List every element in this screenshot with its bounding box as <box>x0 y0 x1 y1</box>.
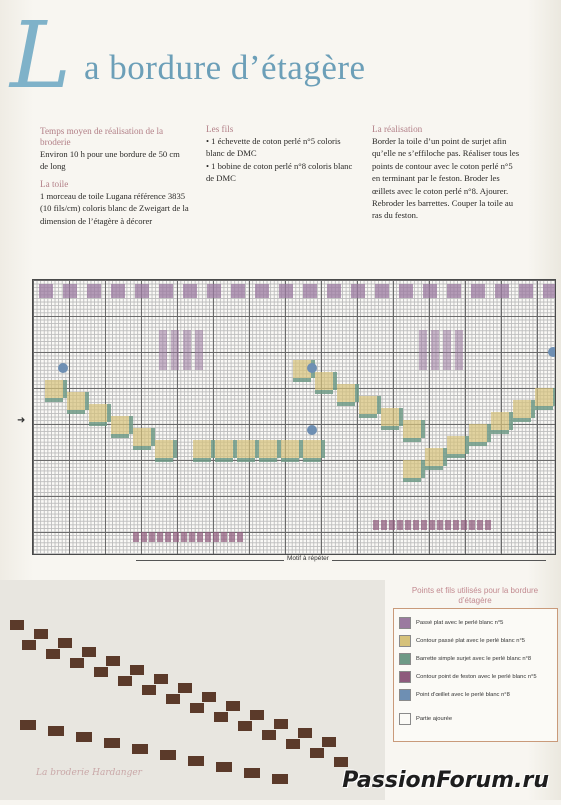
checker-bar <box>381 426 399 430</box>
top-satin-block <box>111 284 125 298</box>
flower-petal <box>171 330 179 370</box>
photo-texture <box>0 580 385 800</box>
checker-tan <box>193 440 211 458</box>
checker-bar <box>111 434 129 438</box>
top-satin-block <box>207 284 221 298</box>
flower-petal <box>159 330 167 370</box>
embroidery-chart <box>32 279 556 555</box>
top-satin-block <box>255 284 269 298</box>
making-heading: La réalisation <box>372 124 423 134</box>
checker-bar <box>487 424 491 442</box>
photo-texture <box>274 719 288 729</box>
repeat-line <box>136 560 546 561</box>
feston-stitch <box>149 532 155 542</box>
legend-label: Passé plat avec le perlé blanc n°5 <box>416 620 504 626</box>
legend-label: Barrette simple surjet avec le perlé blanc n°8 <box>416 656 532 662</box>
checker-bar <box>45 398 63 402</box>
feston-stitch <box>397 520 403 530</box>
legend-item <box>399 671 537 683</box>
time-text: Environ 10 h pour une bordure de 50 cm de long <box>40 149 180 172</box>
thread-item: • 1 bobine de coton perlé n°8 coloris blanc de DMC <box>206 160 353 184</box>
checker-bar <box>233 440 237 458</box>
photo-texture <box>142 685 156 695</box>
title-block <box>10 2 550 120</box>
feston-stitch <box>229 532 235 542</box>
checker-tan <box>111 416 129 434</box>
checker-bar <box>215 458 233 462</box>
checker-tan <box>491 412 509 430</box>
checker-bar <box>155 458 173 462</box>
satin-swatch-icon <box>399 617 411 629</box>
repeat-label: Motif à répéter <box>284 555 332 562</box>
checker-bar <box>377 396 381 414</box>
checker-bar <box>281 458 299 462</box>
photo-texture <box>214 712 228 722</box>
eyelet-icon <box>307 425 317 435</box>
photo-texture <box>190 703 204 713</box>
checker-tan <box>447 436 465 454</box>
top-satin-block <box>159 284 173 298</box>
top-satin-block <box>183 284 197 298</box>
photo-texture <box>82 647 96 657</box>
column-making <box>372 124 522 222</box>
photo-texture <box>10 620 24 630</box>
top-satin-block <box>135 284 149 298</box>
top-satin-block <box>87 284 101 298</box>
top-satin-block <box>303 284 317 298</box>
legend-item <box>399 713 452 725</box>
checker-tan <box>237 440 255 458</box>
feston-stitch <box>189 532 195 542</box>
legend-item <box>399 689 510 701</box>
checker-bar <box>531 400 535 418</box>
checker-bar <box>403 438 421 442</box>
photo-texture <box>154 674 168 684</box>
photo-texture <box>76 732 92 742</box>
checker-bar <box>293 378 311 382</box>
photo-texture <box>106 656 120 666</box>
photo-texture <box>244 768 260 778</box>
row-arrow-icon: ➜ <box>17 415 26 426</box>
checker-tan <box>359 396 377 414</box>
photo-texture <box>94 667 108 677</box>
photo-texture <box>216 762 232 772</box>
checker-bar <box>509 412 513 430</box>
feston-stitch <box>165 532 171 542</box>
feston-stitch <box>221 532 227 542</box>
checker-tan <box>513 400 531 418</box>
making-text: Border la toile d’un point de surjet afin qu’elle ne s’effiloche pas. Réaliser tous les points de contour avec le coton perlé n°5 en terminant par le feston. Broder les œillets avec le coton perlé n°8. Ajourer. Rebroder les barrettes. Couper la toile au ras du feston. <box>372 136 520 221</box>
photo-texture <box>250 710 264 720</box>
photo-texture <box>46 649 60 659</box>
checker-bar <box>491 430 509 434</box>
checker-bar <box>193 458 211 462</box>
legend-item <box>399 653 531 665</box>
feston-stitch <box>157 532 163 542</box>
photo-texture <box>70 658 84 668</box>
checker-tan <box>89 404 107 422</box>
outline-satin-swatch-icon <box>399 635 411 647</box>
page-footer: La broderie Hardanger <box>36 768 142 778</box>
thread-item: • 1 échevette de coton perlé n°5 coloris blanc de DMC <box>206 136 341 159</box>
checker-bar <box>129 416 133 434</box>
feston-stitch <box>413 520 419 530</box>
bar-swatch-icon <box>399 653 411 665</box>
feston-stitch <box>381 520 387 530</box>
photo-texture <box>334 757 348 767</box>
checker-bar <box>133 446 151 450</box>
photo-texture <box>22 640 36 650</box>
feston-stitch <box>237 532 243 542</box>
checker-bar <box>399 408 403 426</box>
feston-stitch <box>421 520 427 530</box>
flower-petal <box>443 330 451 370</box>
photo-texture <box>238 721 252 731</box>
feston-stitch <box>405 520 411 530</box>
checker-tan <box>403 420 421 438</box>
checker-bar <box>553 388 555 406</box>
checker-bar <box>337 402 355 406</box>
feston-stitch <box>477 520 483 530</box>
flower-petal <box>195 330 203 370</box>
top-satin-block <box>519 284 533 298</box>
top-satin-block <box>279 284 293 298</box>
top-satin-block <box>39 284 53 298</box>
checker-tan <box>315 372 333 390</box>
feston-stitch <box>173 532 179 542</box>
photo-texture <box>226 701 240 711</box>
top-satin-block <box>63 284 77 298</box>
title-initial: L <box>10 2 72 109</box>
checker-tan <box>133 428 151 446</box>
feston-stitch <box>461 520 467 530</box>
photo-texture <box>20 720 36 730</box>
feston-stitch <box>133 532 139 542</box>
photo-texture <box>310 748 324 758</box>
checker-tan <box>469 424 487 442</box>
photo-texture <box>48 726 64 736</box>
fabric-heading: La toile <box>40 178 69 189</box>
flower-petal <box>419 330 427 370</box>
photo-texture <box>130 665 144 675</box>
watermark: PassionForum.ru <box>342 768 549 793</box>
top-satin-block <box>375 284 389 298</box>
checker-bar <box>259 458 277 462</box>
top-satin-block <box>471 284 485 298</box>
checker-bar <box>333 372 337 390</box>
checker-tan <box>259 440 277 458</box>
eyelet-icon <box>548 347 555 357</box>
photo-texture <box>58 638 72 648</box>
checker-bar <box>355 384 359 402</box>
flower-petal <box>183 330 191 370</box>
legend-item <box>399 635 525 647</box>
checker-bar <box>513 418 531 422</box>
legend-label: Contour passé plat avec le perlé blanc n°5 <box>416 638 525 644</box>
checker-bar <box>421 460 425 478</box>
checker-bar <box>535 406 553 410</box>
photo-texture <box>262 730 276 740</box>
column-threads <box>206 124 356 185</box>
feston-stitch <box>429 520 435 530</box>
photo-texture <box>286 739 300 749</box>
checker-tan <box>535 388 553 406</box>
legend-label: Partie ajourée <box>416 716 453 722</box>
buttonhole-swatch-icon <box>399 671 411 683</box>
checker-bar <box>277 440 281 458</box>
top-satin-block <box>231 284 245 298</box>
legend-label: Contour point de feston avec le perlé blanc n°5 <box>416 674 537 680</box>
checker-bar <box>315 390 333 394</box>
feston-stitch <box>389 520 395 530</box>
checker-tan <box>403 460 421 478</box>
checker-bar <box>67 410 85 414</box>
chart-drawing <box>33 280 555 554</box>
feston-stitch <box>197 532 203 542</box>
checker-bar <box>299 440 303 458</box>
checker-bar <box>469 442 487 446</box>
photo-texture <box>178 683 192 693</box>
top-satin-block <box>447 284 461 298</box>
cutwork-swatch-icon <box>399 713 411 725</box>
feston-stitch <box>213 532 219 542</box>
checker-bar <box>85 392 89 410</box>
top-satin-block <box>423 284 437 298</box>
eyelet-icon <box>58 363 68 373</box>
checker-bar <box>107 404 111 422</box>
feston-stitch <box>373 520 379 530</box>
photo-texture <box>34 629 48 639</box>
checker-bar <box>89 422 107 426</box>
fabric-text: 1 morceau de toile Lugana référence 3835 (10 fils/cm) coloris blanc de Zweigart de la dimension de l’étagère à décorer <box>40 190 189 226</box>
feston-stitch <box>437 520 443 530</box>
photo-texture <box>202 692 216 702</box>
checker-bar <box>443 448 447 466</box>
checker-tan <box>155 440 173 458</box>
photo-texture <box>298 728 312 738</box>
time-heading: Temps moyen de réalisation de la broderie <box>40 126 164 147</box>
eyelet-swatch-icon <box>399 689 411 701</box>
checker-tan <box>381 408 399 426</box>
checker-bar <box>447 454 465 458</box>
threads-heading: Les fils <box>206 124 234 134</box>
checker-bar <box>237 458 255 462</box>
checker-tan <box>303 440 321 458</box>
checker-tan <box>45 380 63 398</box>
checker-tan <box>281 440 299 458</box>
photo-texture <box>188 756 204 766</box>
photo-texture <box>118 676 132 686</box>
feston-stitch <box>445 520 451 530</box>
legend-title: Points et fils utilisés pour la bordure d’étagère <box>411 586 539 605</box>
legend-box <box>393 608 558 742</box>
page-title: a bordure d’étagère <box>84 48 366 87</box>
checker-bar <box>425 466 443 470</box>
legend-item <box>399 617 503 629</box>
feston-stitch <box>205 532 211 542</box>
checker-bar <box>151 428 155 446</box>
checker-bar <box>403 478 421 482</box>
photo-texture <box>132 744 148 754</box>
top-satin-block <box>327 284 341 298</box>
checker-bar <box>211 440 215 458</box>
checker-tan <box>67 392 85 410</box>
top-satin-block <box>399 284 413 298</box>
feston-stitch <box>141 532 147 542</box>
checker-bar <box>255 440 259 458</box>
top-satin-block <box>543 284 555 298</box>
feston-stitch <box>453 520 459 530</box>
checker-bar <box>303 458 321 462</box>
eyelet-icon <box>307 363 317 373</box>
checker-bar <box>421 420 425 438</box>
repeat-indicator <box>136 555 546 567</box>
checker-bar <box>359 414 377 418</box>
checker-bar <box>465 436 469 454</box>
top-satin-block <box>351 284 365 298</box>
flower-petal <box>431 330 439 370</box>
photo-texture <box>160 750 176 760</box>
photo-texture <box>272 774 288 784</box>
checker-bar <box>321 440 325 458</box>
feston-stitch <box>181 532 187 542</box>
checker-tan <box>215 440 233 458</box>
column-time-fabric <box>40 126 190 227</box>
photo-texture <box>322 737 336 747</box>
flower-petal <box>455 330 463 370</box>
checker-bar <box>63 380 67 398</box>
checker-bar <box>173 440 177 458</box>
top-satin-block <box>495 284 509 298</box>
feston-stitch <box>469 520 475 530</box>
checker-tan <box>337 384 355 402</box>
photo-texture <box>104 738 120 748</box>
photo-texture <box>166 694 180 704</box>
legend-label: Point d’œillet avec le perlé blanc n°8 <box>416 692 510 698</box>
checker-tan <box>425 448 443 466</box>
feston-stitch <box>485 520 491 530</box>
